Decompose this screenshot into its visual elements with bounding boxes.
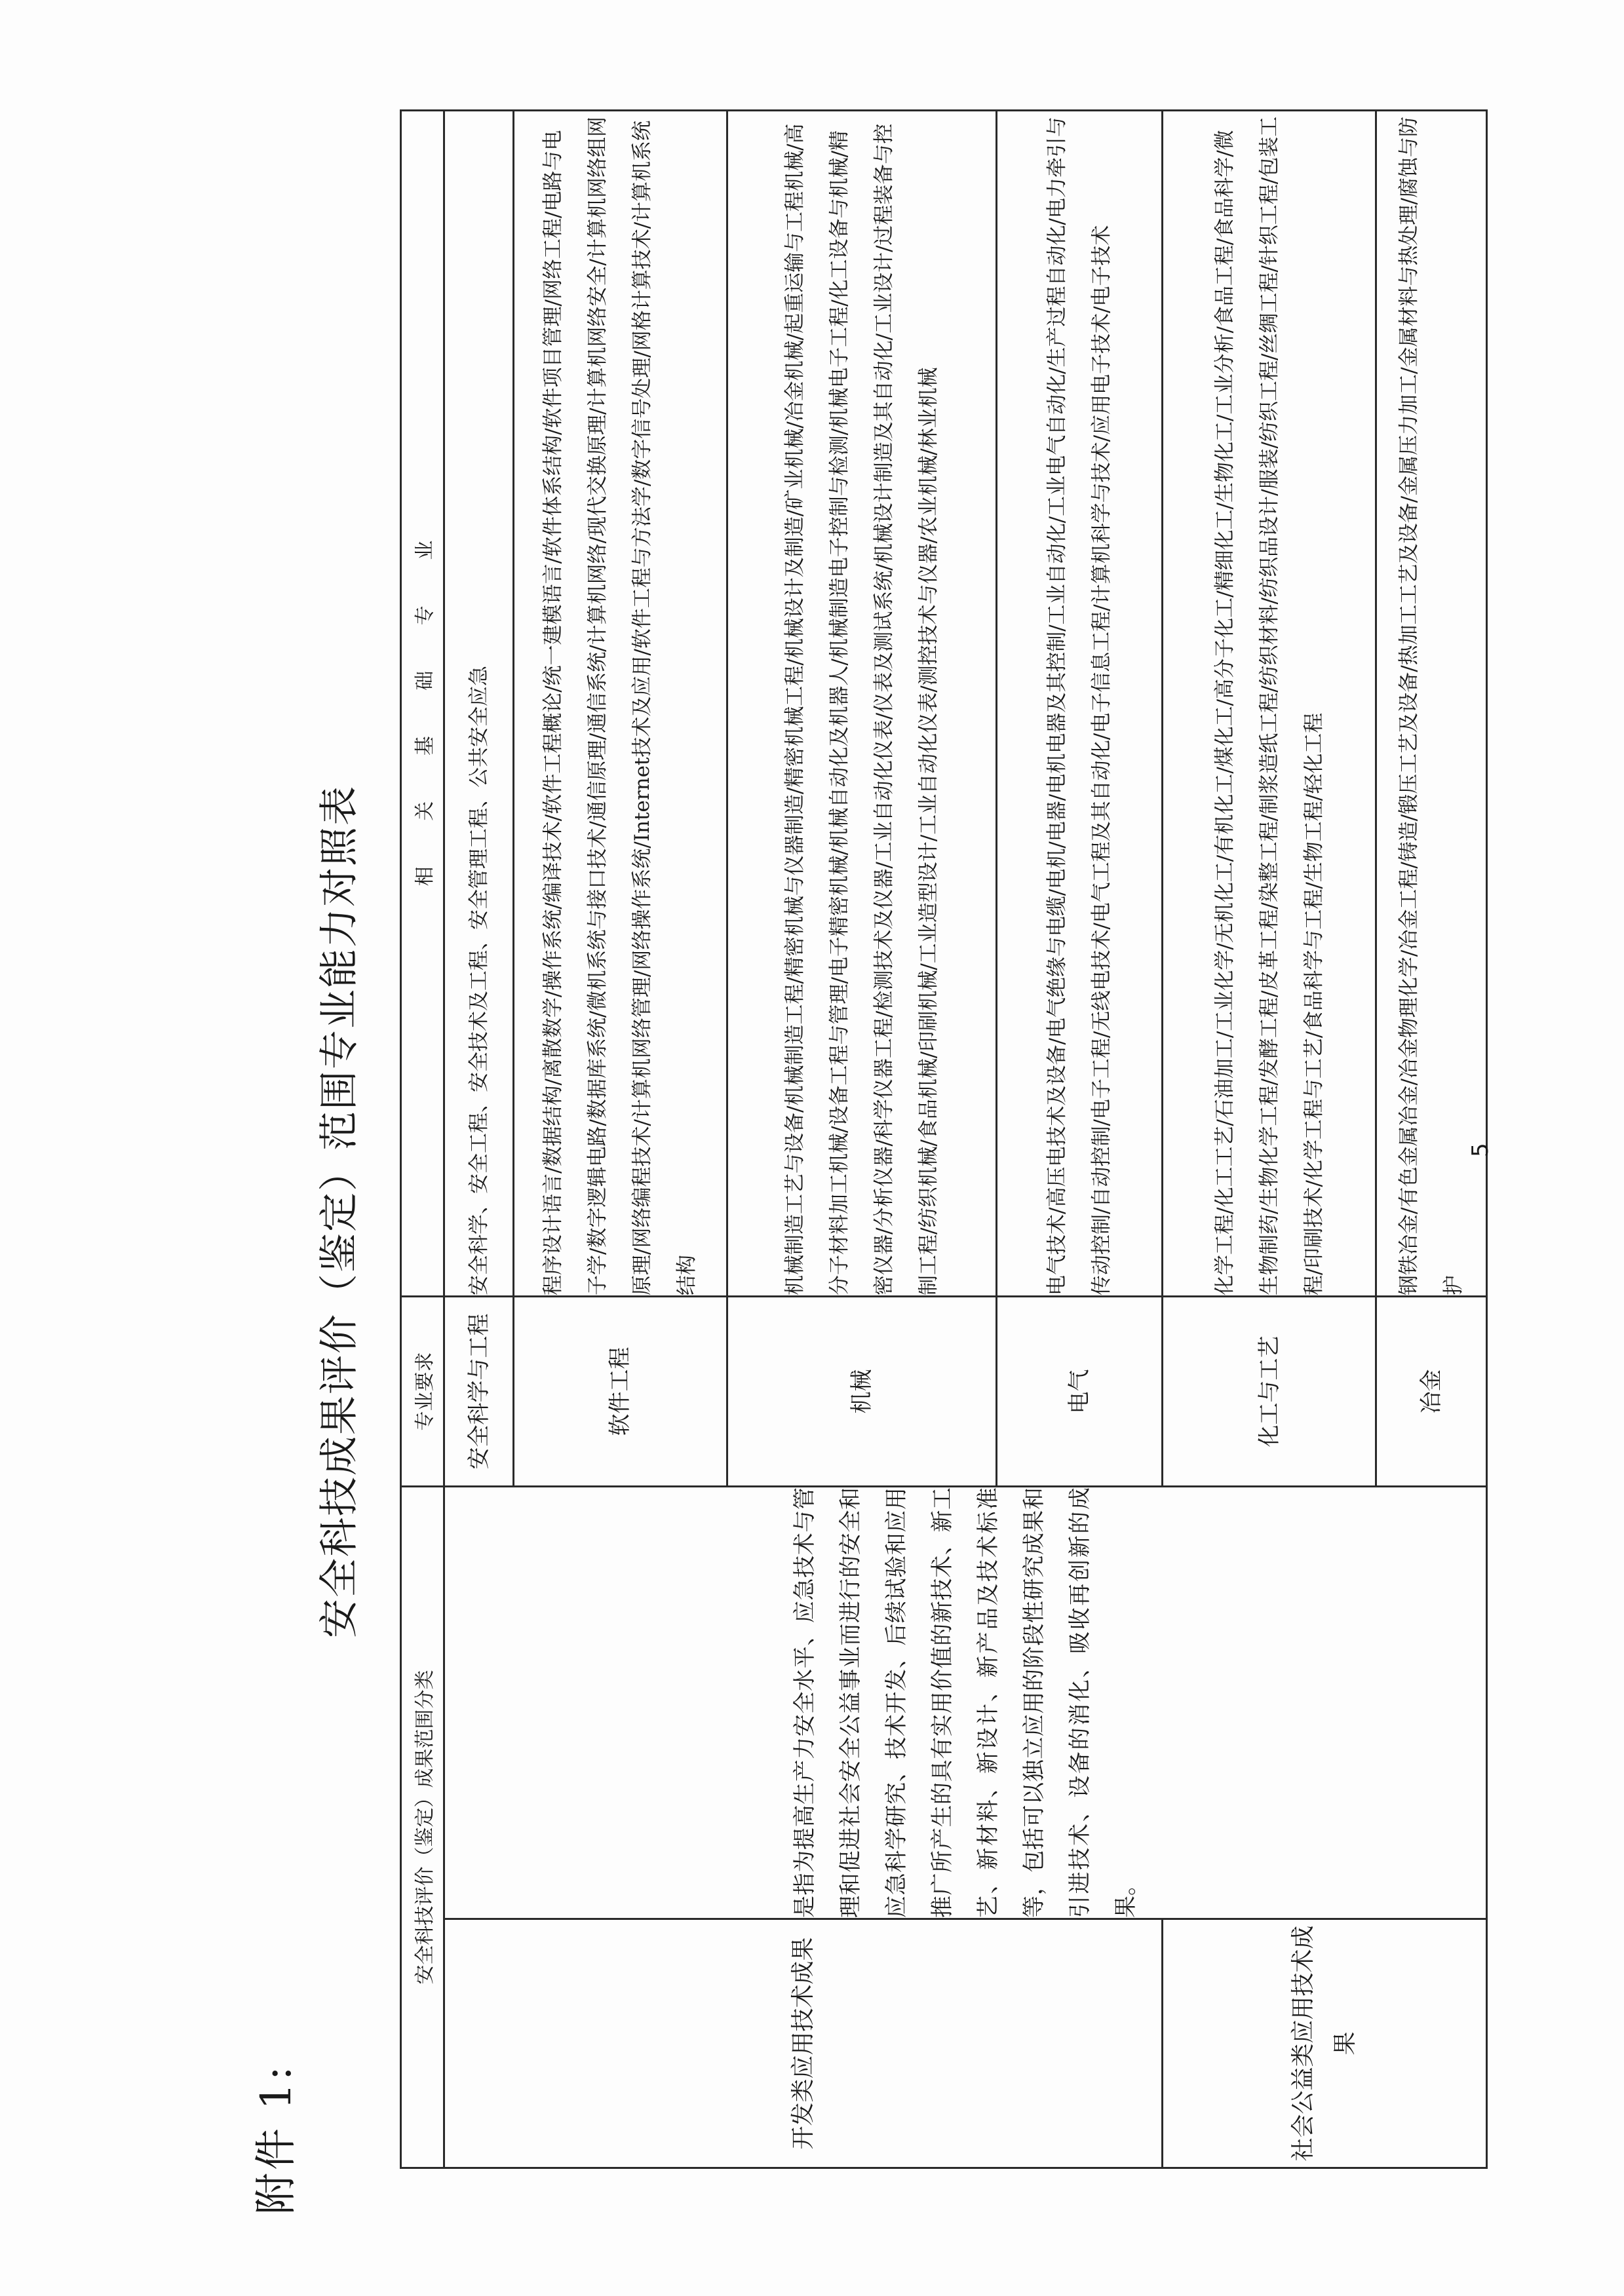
majors-cell: 钢铁冶金/有色金属冶金/冶金物理化学/冶金工程/铸造/锻压工艺及设备/热加工工艺及设备/金属压力加工/金属材料与热处理/腐蚀与防护: [1376, 111, 1487, 1297]
category-development: 开发类应用技术成果: [444, 1919, 1163, 2168]
majors-cell: 程序设计语言/数据结构/离散数学/操作系统/编译技术/软件工程概论/统一建模语言/软件体系结构/软件项目管理/网络工程/电路与电子学/数字逻辑电路/数据库系统/微机系统与接口技术/通信原理/通信系统/计算机网络/现代交换原理/计算机网络安全/计算机网络组网原理/网络编程技术/计算机网络管理/网络操作系统/Internet技术及应用/软件工程与方法学/数字信号处理/网格计算技术/计算机系统结构: [513, 111, 727, 1297]
majors-cell: 安全科学、安全工程、安全技术及工程、安全管理工程、公共安全应急: [444, 111, 513, 1297]
comparison-table: [400, 109, 1488, 2169]
header-requirement: 专业要求: [401, 1297, 444, 1487]
header-row: [401, 111, 444, 2168]
attachment-label: 附件 1:: [252, 2063, 301, 2215]
requirement-cell: 冶金: [1376, 1297, 1487, 1487]
category-description: 是指为提高生产力安全水平、应急技术与管理和促进社会安全公益事业而进行的安全和应急科学研究、技术开发、后续试验和应用推广所产生的具有实用价值的新技术、新工艺、新材料、新设计、新产品及技术标准等，包括可以独立应用的阶段性研究成果和引进技术、设备的消化、吸收再创新的成果。: [444, 1487, 1487, 1919]
requirement-cell: 电气: [997, 1297, 1163, 1487]
requirement-cell: 机械: [727, 1297, 997, 1487]
requirement-cell: 安全科学与工程: [444, 1297, 513, 1487]
category-public-welfare: 社会公益类应用技术成果: [1162, 1919, 1486, 2168]
requirement-cell: 软件工程: [513, 1297, 727, 1487]
header-majors: 相 关 基 础 专 业: [401, 111, 444, 1297]
rotated-document: [229, 85, 1507, 2215]
majors-cell: 电气技术/高压电技术及设备/电气绝缘与电缆/电机/电器/电机电器及其控制/工业自动化/工业电气自动化/生产过程自动化/电力牵引与传动控制/自动控制/电子工程/无线电技术/电气工程及其自动化/电子信息工程/计算机科学与技术/应用电子技术/电子技术: [997, 111, 1163, 1297]
document-title: 安全科技成果评价（鉴定）范围专业能力对照表: [317, 785, 362, 1638]
majors-cell: 机械制造工艺与设备/机械制造工程/精密机械与仪器制造/精密机械工程/机械设计及制造/矿业机械/冶金机械/起重运输与工程机械/高分子材料加工机械/设备工程与管理/电子精密机械/机械自动化及机器人/机械制造电子控制与检测/机械电子工程/化工设备与机械/精密仪器/分析仪器/科学仪器工程/检测技术及仪器/工业自动化仪表/仪表及测试系统/机械设计制造及其自动化/工业设计/过程装备与控制工程/纺织机械/食品机械/印刷机械/工业造型设计/工业自动化仪表/测控技术与仪器/农业机械/林业机械: [727, 111, 997, 1297]
header-category: 安全科技评价（鉴定）成果范围分类: [401, 1487, 444, 2168]
requirement-cell: 化工与工艺: [1162, 1297, 1376, 1487]
table-row: [444, 111, 513, 2168]
majors-cell: 化学工程/化工工艺/石油加工/工业化学/无机化工/有机化工/煤化工/高分子化工/精细化工/生物化工/工业分析/食品工程/食品科学/微生物制药/生物化学工程/发酵工程/皮革工程/染整工程/制浆造纸工程/纺织材料/纺织品设计/服装/纺织工程/丝绸工程/针织工程/包装工程/印刷技术/化学工程与工艺/食品科学与工程/生物工程/轻化工程: [1162, 111, 1376, 1297]
page-number: 5: [1467, 1143, 1494, 1157]
